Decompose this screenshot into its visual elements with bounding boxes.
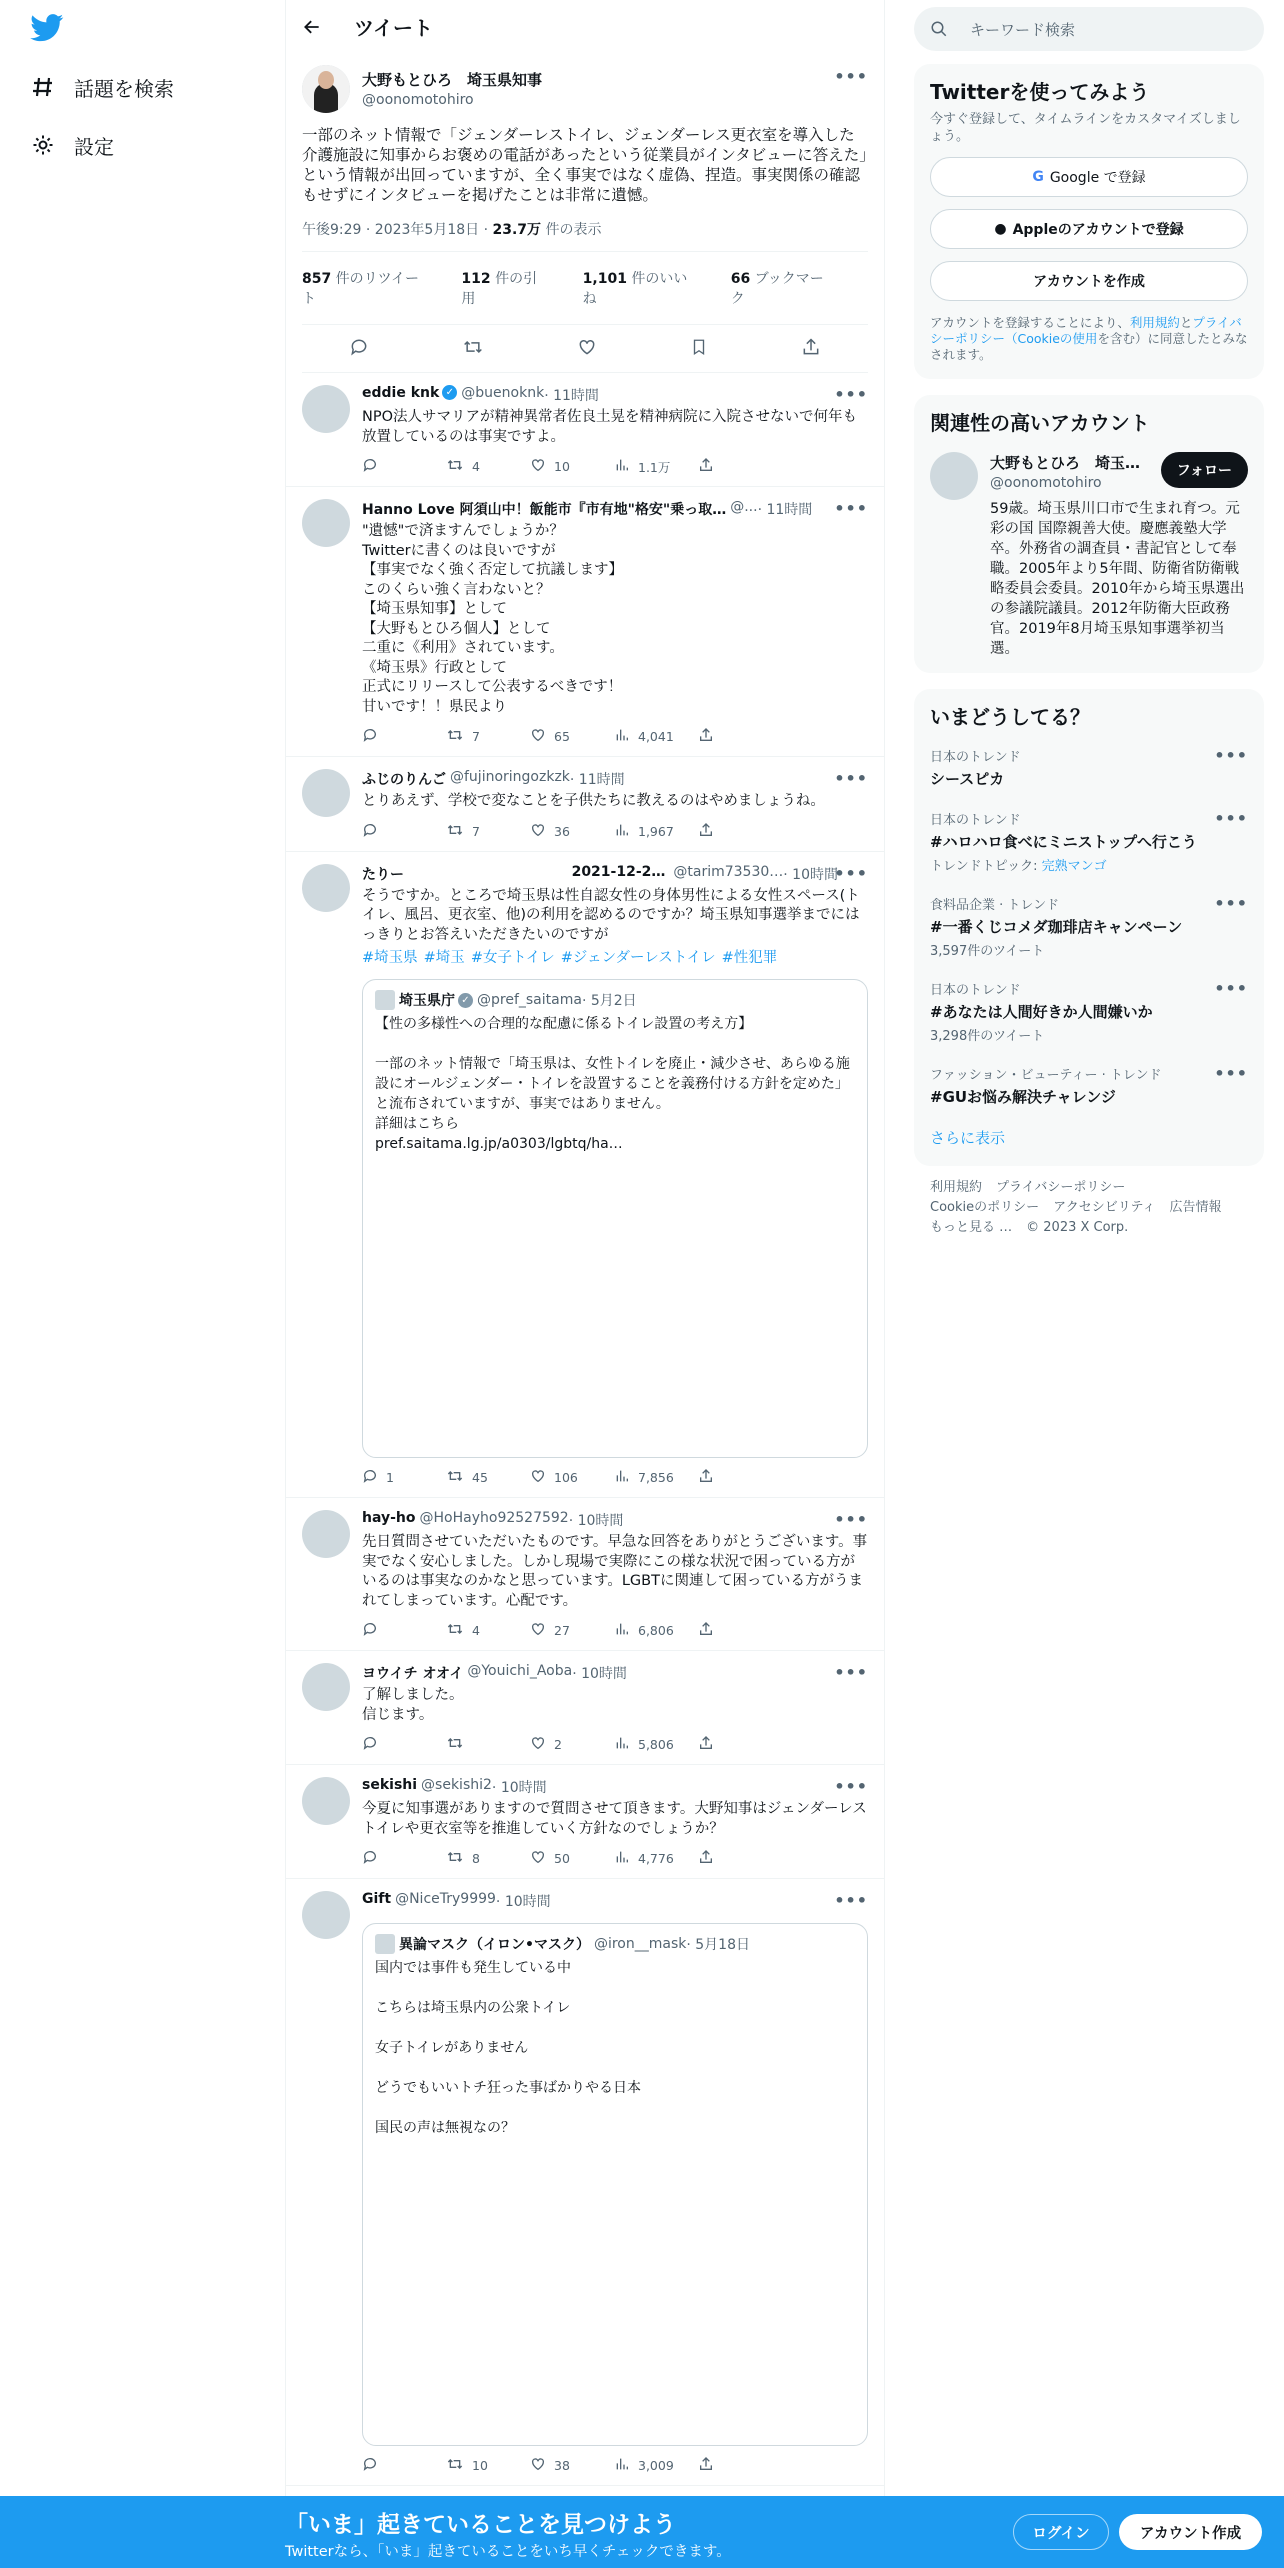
more-icon[interactable]: ••• [1214, 1064, 1248, 1083]
footer-link[interactable]: 広告情報 [1169, 1200, 1222, 1215]
retweet-count: 45 [472, 1470, 488, 1485]
retweet-count: 4 [472, 1623, 480, 1638]
share-icon [698, 1849, 722, 1868]
like-action[interactable] [530, 1621, 614, 1640]
banner-subtitle: Twitterなら、「いま」起きていることをいち早くチェックできます。 [285, 2544, 731, 2560]
share-icon [698, 1468, 722, 1487]
bookmark-stat[interactable]: 66 ブックマーク [730, 271, 824, 307]
tweet-actions [362, 2456, 782, 2475]
views-count: 5,806 [638, 1737, 674, 1752]
more-icon[interactable]: ••• [1214, 979, 1248, 998]
reply-action[interactable] [362, 1849, 446, 1868]
trend-extra: トレンドトピック: 完熟マンゴ [930, 859, 1107, 874]
views-action[interactable] [614, 727, 698, 746]
reply-list [286, 373, 884, 2486]
twitter-logo-icon[interactable] [30, 14, 64, 44]
views-icon [614, 822, 638, 841]
tweet-meta [302, 219, 868, 252]
sidebar-footer [914, 1166, 1264, 1250]
tweet-time[interactable]: · 11時間 [544, 388, 599, 404]
footer-link[interactable]: Cookieのポリシー [930, 1200, 1040, 1215]
copyright: © 2023 X Corp. [1026, 1220, 1129, 1235]
footer-more[interactable]: もっと見る … [930, 1220, 1013, 1235]
views-action[interactable] [614, 2456, 698, 2475]
reply-action[interactable] [362, 1735, 446, 1754]
related-name[interactable]: 大野もとひろ 埼玉… [990, 454, 1141, 472]
retweet-icon[interactable] [462, 337, 484, 361]
more-icon[interactable]: ••• [834, 385, 868, 404]
apple-icon: ● [994, 221, 1007, 237]
trend-item[interactable] [930, 736, 1248, 799]
quoted-author-handle: @iron__mask [593, 1936, 687, 1952]
like-stat[interactable]: 1,101 件のいいね [582, 271, 688, 307]
trend-extra: 3,597件のツイート [930, 944, 1045, 959]
retweet-icon [446, 457, 472, 476]
reply-tweet[interactable] [286, 852, 884, 1499]
share-action[interactable] [698, 727, 782, 746]
hashtag-icon [30, 74, 56, 100]
more-icon[interactable]: ••• [1214, 809, 1248, 828]
signup-button[interactable]: アカウント作成 [1119, 2514, 1262, 2550]
view-label: 件の表示 [541, 222, 602, 238]
views-count: 7,856 [638, 1470, 674, 1485]
trend-item[interactable] [930, 969, 1248, 1054]
retweet-count: 4 [472, 459, 480, 474]
like-action[interactable] [530, 2456, 614, 2475]
reply-tweet[interactable] [286, 1765, 884, 1879]
share-action[interactable] [698, 1735, 782, 1754]
retweet-action[interactable] [446, 1849, 530, 1868]
author-handle[interactable]: @tarim73530… [673, 863, 784, 880]
hashtag-link[interactable]: #性犯罪 [721, 950, 778, 966]
trends-title: いまどうしてる？ [930, 705, 1090, 729]
like-icon [530, 1621, 554, 1640]
retweet-icon [446, 1621, 472, 1640]
more-icon[interactable]: ••• [834, 67, 868, 86]
like-count: 2 [554, 1737, 562, 1752]
retweet-action[interactable] [446, 727, 530, 746]
tweet-time[interactable]: · 10時間 [568, 1513, 624, 1529]
reply-icon [362, 457, 386, 476]
tweet-time[interactable]: · 10時間 [491, 1780, 547, 1796]
like-icon [530, 2456, 554, 2475]
tweet-actions [362, 1468, 782, 1487]
author-handle[interactable]: @fujinoringozkzk [450, 769, 570, 785]
avatar[interactable] [302, 1891, 350, 1939]
more-icon[interactable]: ••• [834, 1891, 868, 1910]
google-icon: G [1032, 169, 1044, 185]
views-action[interactable] [614, 1849, 698, 1868]
views-icon [614, 457, 638, 476]
author-name[interactable]: たりー [362, 866, 404, 883]
back-arrow-icon[interactable] [302, 16, 324, 38]
hashtags [362, 946, 868, 967]
quoted-tweet[interactable] [362, 1923, 868, 2446]
avatar[interactable] [302, 864, 350, 912]
google-signup-button[interactable]: G Google で登録 [930, 157, 1248, 197]
like-count: 106 [554, 1470, 578, 1485]
reply-icon [362, 727, 386, 746]
trend-name: #一番くじコメダ珈琲店キャンペーン [930, 918, 1183, 936]
avatar[interactable] [302, 1510, 350, 1558]
reply-tweet[interactable] [286, 487, 884, 757]
share-action[interactable] [698, 1468, 782, 1487]
trend-category: 日本のトレンド [930, 983, 1021, 998]
related-accounts [914, 395, 1264, 673]
avatar[interactable] [302, 499, 350, 547]
page-header [286, 0, 884, 53]
views-action[interactable] [614, 1735, 698, 1754]
more-icon[interactable]: ••• [834, 769, 868, 788]
reply-tweet[interactable] [286, 1879, 884, 2486]
retweet-icon [446, 1468, 472, 1487]
author-handle[interactable]: @NiceTry9999 [395, 1891, 496, 1907]
gear-icon [30, 132, 56, 158]
create-account-button[interactable]: アカウントを作成 [930, 261, 1248, 301]
tweet-text: 今夏に知事選がありますので質問させて頂きます。大野知事はジェンダーレストイレや更衣室等を推進していく方針なのでしょうか？ [362, 1801, 867, 1837]
reply-icon [362, 1735, 386, 1754]
privacy-link[interactable]: プライバシーポリシー（Cookieの使用 [930, 315, 1242, 346]
more-icon[interactable]: ••• [1214, 746, 1248, 765]
signup-legal: アカウントを登録することにより、利用規約とプライバシーポリシー（Cookieの使用を含む）に同意したとみなされます。 [930, 315, 1248, 362]
reply-action[interactable] [362, 2456, 446, 2475]
right-sidebar [914, 0, 1264, 1250]
nav-settings[interactable] [30, 125, 114, 165]
retweet-count: 8 [472, 1851, 480, 1866]
tweet-time[interactable]: · 10時間 [495, 1894, 551, 1910]
tweet-time[interactable]: · 10時間 [783, 866, 838, 883]
reply-tweet[interactable] [286, 1498, 884, 1651]
views-count: 6,806 [638, 1623, 674, 1638]
like-action[interactable] [530, 457, 614, 476]
quoted-time: · 5月2日 [581, 993, 637, 1009]
like-icon[interactable] [577, 337, 597, 361]
author-name-suffix: 2021-12-2… [571, 863, 666, 880]
retweet-icon [446, 1849, 472, 1868]
author-handle[interactable]: @oonomotohiro [362, 92, 474, 108]
avatar[interactable] [302, 385, 350, 433]
quote-stat[interactable]: 112 件の引用 [461, 271, 538, 307]
views-icon [614, 2456, 638, 2475]
share-action[interactable] [698, 2456, 782, 2475]
reply-icon [362, 2456, 386, 2475]
author-handle[interactable]: @... [730, 499, 758, 515]
signup-title: Twitterを使ってみよう [930, 80, 1150, 104]
verified-badge-icon: ✓ [442, 385, 457, 400]
trend-item[interactable] [930, 884, 1248, 969]
views-icon [614, 1849, 638, 1868]
avatar[interactable] [302, 1663, 350, 1711]
tweet-actions [362, 727, 782, 746]
related-handle[interactable]: @oonomotohiro [990, 475, 1102, 491]
reply-icon [362, 1468, 386, 1487]
footer-link[interactable]: プライバシーポリシー [996, 1180, 1126, 1195]
reply-tweet[interactable] [286, 757, 884, 852]
footer-link[interactable]: アクセシビリティ [1053, 1200, 1156, 1215]
reply-icon[interactable] [349, 337, 369, 361]
like-icon [530, 1735, 554, 1754]
trend-extra: 3,298件のツイート [930, 1029, 1045, 1044]
share-icon [698, 1621, 722, 1640]
more-icon[interactable]: ••• [834, 1777, 868, 1796]
search-icon [930, 20, 948, 38]
hashtag-link[interactable]: #埼玉県 [362, 950, 418, 966]
author-handle[interactable]: @HoHayho92527592 [419, 1510, 569, 1526]
hashtag-link[interactable]: #女子トイレ [470, 950, 555, 966]
retweet-icon [446, 2456, 472, 2475]
reply-tweet[interactable] [286, 1651, 884, 1765]
like-count: 50 [554, 1851, 570, 1866]
reply-action[interactable] [362, 457, 446, 476]
views-icon [614, 1468, 638, 1487]
like-icon [530, 822, 554, 841]
quoted-text: 国内では事件も発生している中 こちらは埼玉県内の公衆トイレ 女子トイレがありません どうでもいいトチ狂った事ばかりやる日本 国民の声は無視なの？ [375, 1960, 641, 2136]
retweet-count: 7 [472, 823, 480, 839]
trend-category: 食料品企業 · トレンド [930, 898, 1060, 913]
author-name[interactable]: Hanno Love 阿須山中！飯能市『市有地"格安"乗っ取… [362, 502, 727, 518]
more-icon[interactable]: ••• [834, 1510, 868, 1529]
nav-settings-label: 設定 [74, 134, 114, 159]
bookmark-icon[interactable] [690, 337, 708, 361]
terms-link[interactable]: 利用規約 [1129, 315, 1180, 330]
like-count: 65 [554, 729, 570, 744]
more-icon[interactable]: ••• [834, 1663, 868, 1682]
tweet-text: 一部のネット情報で「ジェンダーレストイレ、ジェンダーレス更衣室を導入した介護施設に知事からお褒めの電話があったという従業員がインタビューに答えた」という情報が出回っていますが、全く事実ではなく虚偽、捏造。事実関係の確認もせずにインタビューを掲げたことは非常に遺憾。 [302, 126, 867, 204]
trend-name: シースピカ [930, 770, 1005, 788]
show-more-link[interactable]: さらに表示 [930, 1129, 1006, 1147]
trend-name: #あなたは人間好きか人間嫌いか [930, 1003, 1153, 1021]
author-name[interactable]: ふじのりんご [362, 772, 446, 788]
trend-category: 日本のトレンド [930, 750, 1021, 765]
avatar[interactable] [302, 1777, 350, 1825]
views-count: 3,009 [638, 2458, 674, 2473]
views-action[interactable] [614, 1468, 698, 1487]
retweet-stat[interactable]: 857 件のリツイート [302, 271, 419, 307]
author-name[interactable]: hay-ho [362, 1510, 416, 1526]
quoted-author-name: 異論マスク（イロン•マスク） [399, 1937, 590, 1953]
like-count: 36 [554, 823, 570, 839]
retweet-count: 10 [472, 2458, 488, 2473]
tweet-time[interactable]: · 11時間 [569, 772, 625, 788]
like-count: 10 [554, 459, 570, 474]
retweet-action[interactable] [446, 1621, 530, 1640]
quoted-author-name: 埼玉県庁 [399, 993, 455, 1009]
hashtag-link[interactable]: #埼玉 [423, 950, 465, 966]
share-action[interactable] [698, 1849, 782, 1868]
like-action[interactable] [530, 1735, 614, 1754]
like-action[interactable] [530, 1468, 614, 1487]
views-icon [614, 1735, 638, 1754]
author-name[interactable]: sekishi [362, 1777, 418, 1793]
reply-action[interactable] [362, 822, 446, 841]
author-handle[interactable]: @Youichi_Aoba [467, 1663, 573, 1679]
trend-item[interactable] [930, 1054, 1248, 1117]
share-action[interactable] [698, 822, 782, 841]
related-title: 関連性の高いアカウント [930, 411, 1150, 435]
apple-signup-button[interactable]: ● Appleのアカウントで登録 [930, 209, 1248, 249]
avatar[interactable] [930, 452, 978, 500]
author-name[interactable]: ヨウイチ オオイ [362, 1666, 464, 1682]
reply-count: 1 [386, 1470, 394, 1485]
reply-action[interactable] [362, 1468, 446, 1487]
login-button[interactable]: ログイン [1013, 2514, 1109, 2550]
tweet-actions [362, 1849, 782, 1868]
tweet-text: NPO法人サマリアが精神異常者佐良土晃を精神病院に入院させないで何年も放置しているのは事実ですよ。 [362, 409, 858, 445]
views-action[interactable] [614, 457, 698, 476]
author-handle[interactable]: @buenoknk [461, 385, 545, 401]
reply-icon [362, 1621, 386, 1640]
tweet-text: 了解しました。 信じます。 [362, 1687, 464, 1723]
trend-item[interactable] [930, 799, 1248, 884]
share-action[interactable] [698, 1621, 782, 1640]
retweet-action[interactable] [446, 2456, 530, 2475]
share-icon [698, 1735, 722, 1754]
verified-badge-icon: ✓ [458, 993, 473, 1008]
view-count: 23.7万 [492, 222, 542, 238]
share-icon [698, 822, 722, 841]
retweet-count: 7 [472, 729, 480, 744]
page-title: ツイート [354, 16, 433, 40]
retweet-action[interactable] [446, 822, 530, 841]
retweet-icon [446, 822, 472, 841]
quoted-author-handle: @pref_saitama [477, 992, 582, 1008]
views-count: 1,967 [638, 823, 674, 839]
more-icon[interactable]: ••• [834, 499, 868, 518]
author-name[interactable]: 大野もとひろ 埼玉県知事 [362, 71, 543, 89]
retweet-action[interactable] [446, 1468, 530, 1487]
login-banner [0, 2496, 1284, 2568]
quoted-time: · 5月18日 [686, 1937, 750, 1953]
like-icon [530, 457, 554, 476]
like-count: 27 [554, 1623, 570, 1638]
author-name[interactable]: Gift [362, 1891, 392, 1907]
tweet-time[interactable]: · 10時間 [572, 1666, 627, 1682]
related-bio: 59歳。埼玉県川口市で生まれ育つ。元彩の国 国際親善大使。慶應義塾大学卒。外務省の調査員・書記官として奉職。2005年より5年間、防衛省防衛戦略委員会委員。2010年から埼玉県選出の参議院議員。2012年防衛大臣政務官。2019年8月埼玉県知事選挙初当選。 [990, 501, 1245, 657]
views-count: 4,041 [638, 729, 674, 744]
signup-box [914, 64, 1264, 379]
main-column [285, 0, 885, 2568]
tweet-actions [362, 1621, 782, 1640]
footer-link[interactable]: 利用規約 [930, 1180, 983, 1195]
author-handle[interactable]: @sekishi2 [421, 1777, 492, 1793]
avatar [375, 990, 395, 1010]
nav-explore[interactable] [30, 67, 174, 107]
tweet-stats [302, 252, 868, 325]
share-icon [698, 2456, 722, 2475]
avatar[interactable] [302, 65, 350, 113]
like-action[interactable] [530, 1849, 614, 1868]
hashtag-link[interactable]: #ジェンダーレストイレ [560, 950, 716, 966]
tweet-text: "遺憾"で済ますんでしょうか？ Twitterに書くのは良いですが 【事実でなく強く否定して抗議します】 このくらい強く言わないと？ 【埼玉県知事】として 【大野もとひろ個人】として 二重に《利用》されています。 《埼玉県》行政として 正式にリリースして公表するべきです！ 甘いです！！県民より [362, 523, 623, 715]
tweet-time[interactable]: · 11時間 [757, 502, 813, 518]
share-action[interactable] [698, 457, 782, 476]
banner-title: 「いま」起きていることを見つけよう [285, 2512, 676, 2538]
signup-subtitle: 今すぐ登録して、タイムラインをカスタマイズしましょう。 [930, 112, 1241, 144]
like-count: 38 [554, 2458, 570, 2473]
trend-category: 日本のトレンド [930, 813, 1021, 828]
quoted-text: 【性の多様性への合理的な配慮に係るトイレ設置の考え方】 一部のネット情報で「埼玉県は、女性トイレを廃止・減少させ、あらゆる施設にオールジェンダー・トイレを設置することを義務付ける方針を定めた」と流布されていますが、事実ではありません。 詳細はこちら pref.saitama.lg.jp/a0303/lgbtq/ha… [375, 1016, 850, 1152]
share-icon [698, 457, 722, 476]
trend-name: #ハロハロ食べにミニストップへ行こう [930, 833, 1197, 851]
author-name[interactable]: eddie knk [362, 385, 440, 401]
follow-button[interactable]: フォロー [1161, 452, 1248, 488]
tweet-time[interactable]: 午後9:29 · 2023年5月18日 · [302, 222, 493, 238]
trend-category: ファッション・ビューティー · トレンド [930, 1068, 1162, 1083]
tweet-actions [302, 325, 868, 373]
search-input[interactable] [914, 7, 1264, 51]
tweet-actions [362, 822, 782, 841]
retweet-action[interactable] [446, 457, 530, 476]
more-icon[interactable]: ••• [1214, 894, 1248, 913]
views-icon [614, 727, 638, 746]
tweet-text: そうですか。ところで埼玉県は性自認女性の身体男性による女性スペース(トイレ、風呂、更衣室、他)の利用を認めるのですか？埼玉県知事選挙までにはっきりとお答えいただきたいのですが [362, 887, 860, 943]
left-nav [0, 0, 285, 2568]
views-count: 4,776 [638, 1851, 674, 1866]
nav-explore-label: 話題を検索 [74, 76, 174, 101]
retweet-action[interactable] [446, 1735, 530, 1754]
retweet-icon [446, 727, 472, 746]
views-action[interactable] [614, 822, 698, 841]
like-action[interactable] [530, 822, 614, 841]
trends-box [914, 689, 1264, 1166]
avatar [375, 1934, 395, 1954]
focal-tweet [286, 53, 884, 373]
reply-icon [362, 822, 386, 841]
share-icon [698, 727, 722, 746]
views-action[interactable] [614, 1621, 698, 1640]
quoted-tweet[interactable] [362, 979, 868, 1458]
reply-icon [362, 1849, 386, 1868]
reply-action[interactable] [362, 727, 446, 746]
like-action[interactable] [530, 727, 614, 746]
tweet-actions [362, 457, 782, 476]
share-icon[interactable] [801, 337, 821, 361]
tweet-actions [362, 1735, 782, 1754]
reply-tweet[interactable] [286, 373, 884, 487]
tweet-text: とりあえず、学校で変なことを子供たちに教えるのはやめましょうね。 [362, 793, 825, 809]
views-count: 1.1万 [638, 459, 671, 475]
like-icon [530, 727, 554, 746]
views-icon [614, 1621, 638, 1640]
reply-action[interactable] [362, 1621, 446, 1640]
like-icon [530, 1468, 554, 1487]
search-placeholder: キーワード検索 [970, 20, 1076, 39]
more-icon[interactable]: ••• [834, 863, 868, 883]
avatar[interactable] [302, 769, 350, 817]
trend-topic-link[interactable]: 完熟マンゴ [1041, 859, 1107, 874]
like-icon [530, 1849, 554, 1868]
tweet-text: 先日質問させていただいたものです。早急な回答をありがとうございます。事実でなく安心しました。しかし現場で実際にこの様な状況で困っている方がいるのは事実なのかなと思っています。LGBTに関連して困っている方がうまれてしまっています。心配です。 [362, 1534, 868, 1609]
trend-name: #GUお悩み解決チャレンジ [930, 1088, 1116, 1106]
retweet-icon [446, 1735, 472, 1754]
